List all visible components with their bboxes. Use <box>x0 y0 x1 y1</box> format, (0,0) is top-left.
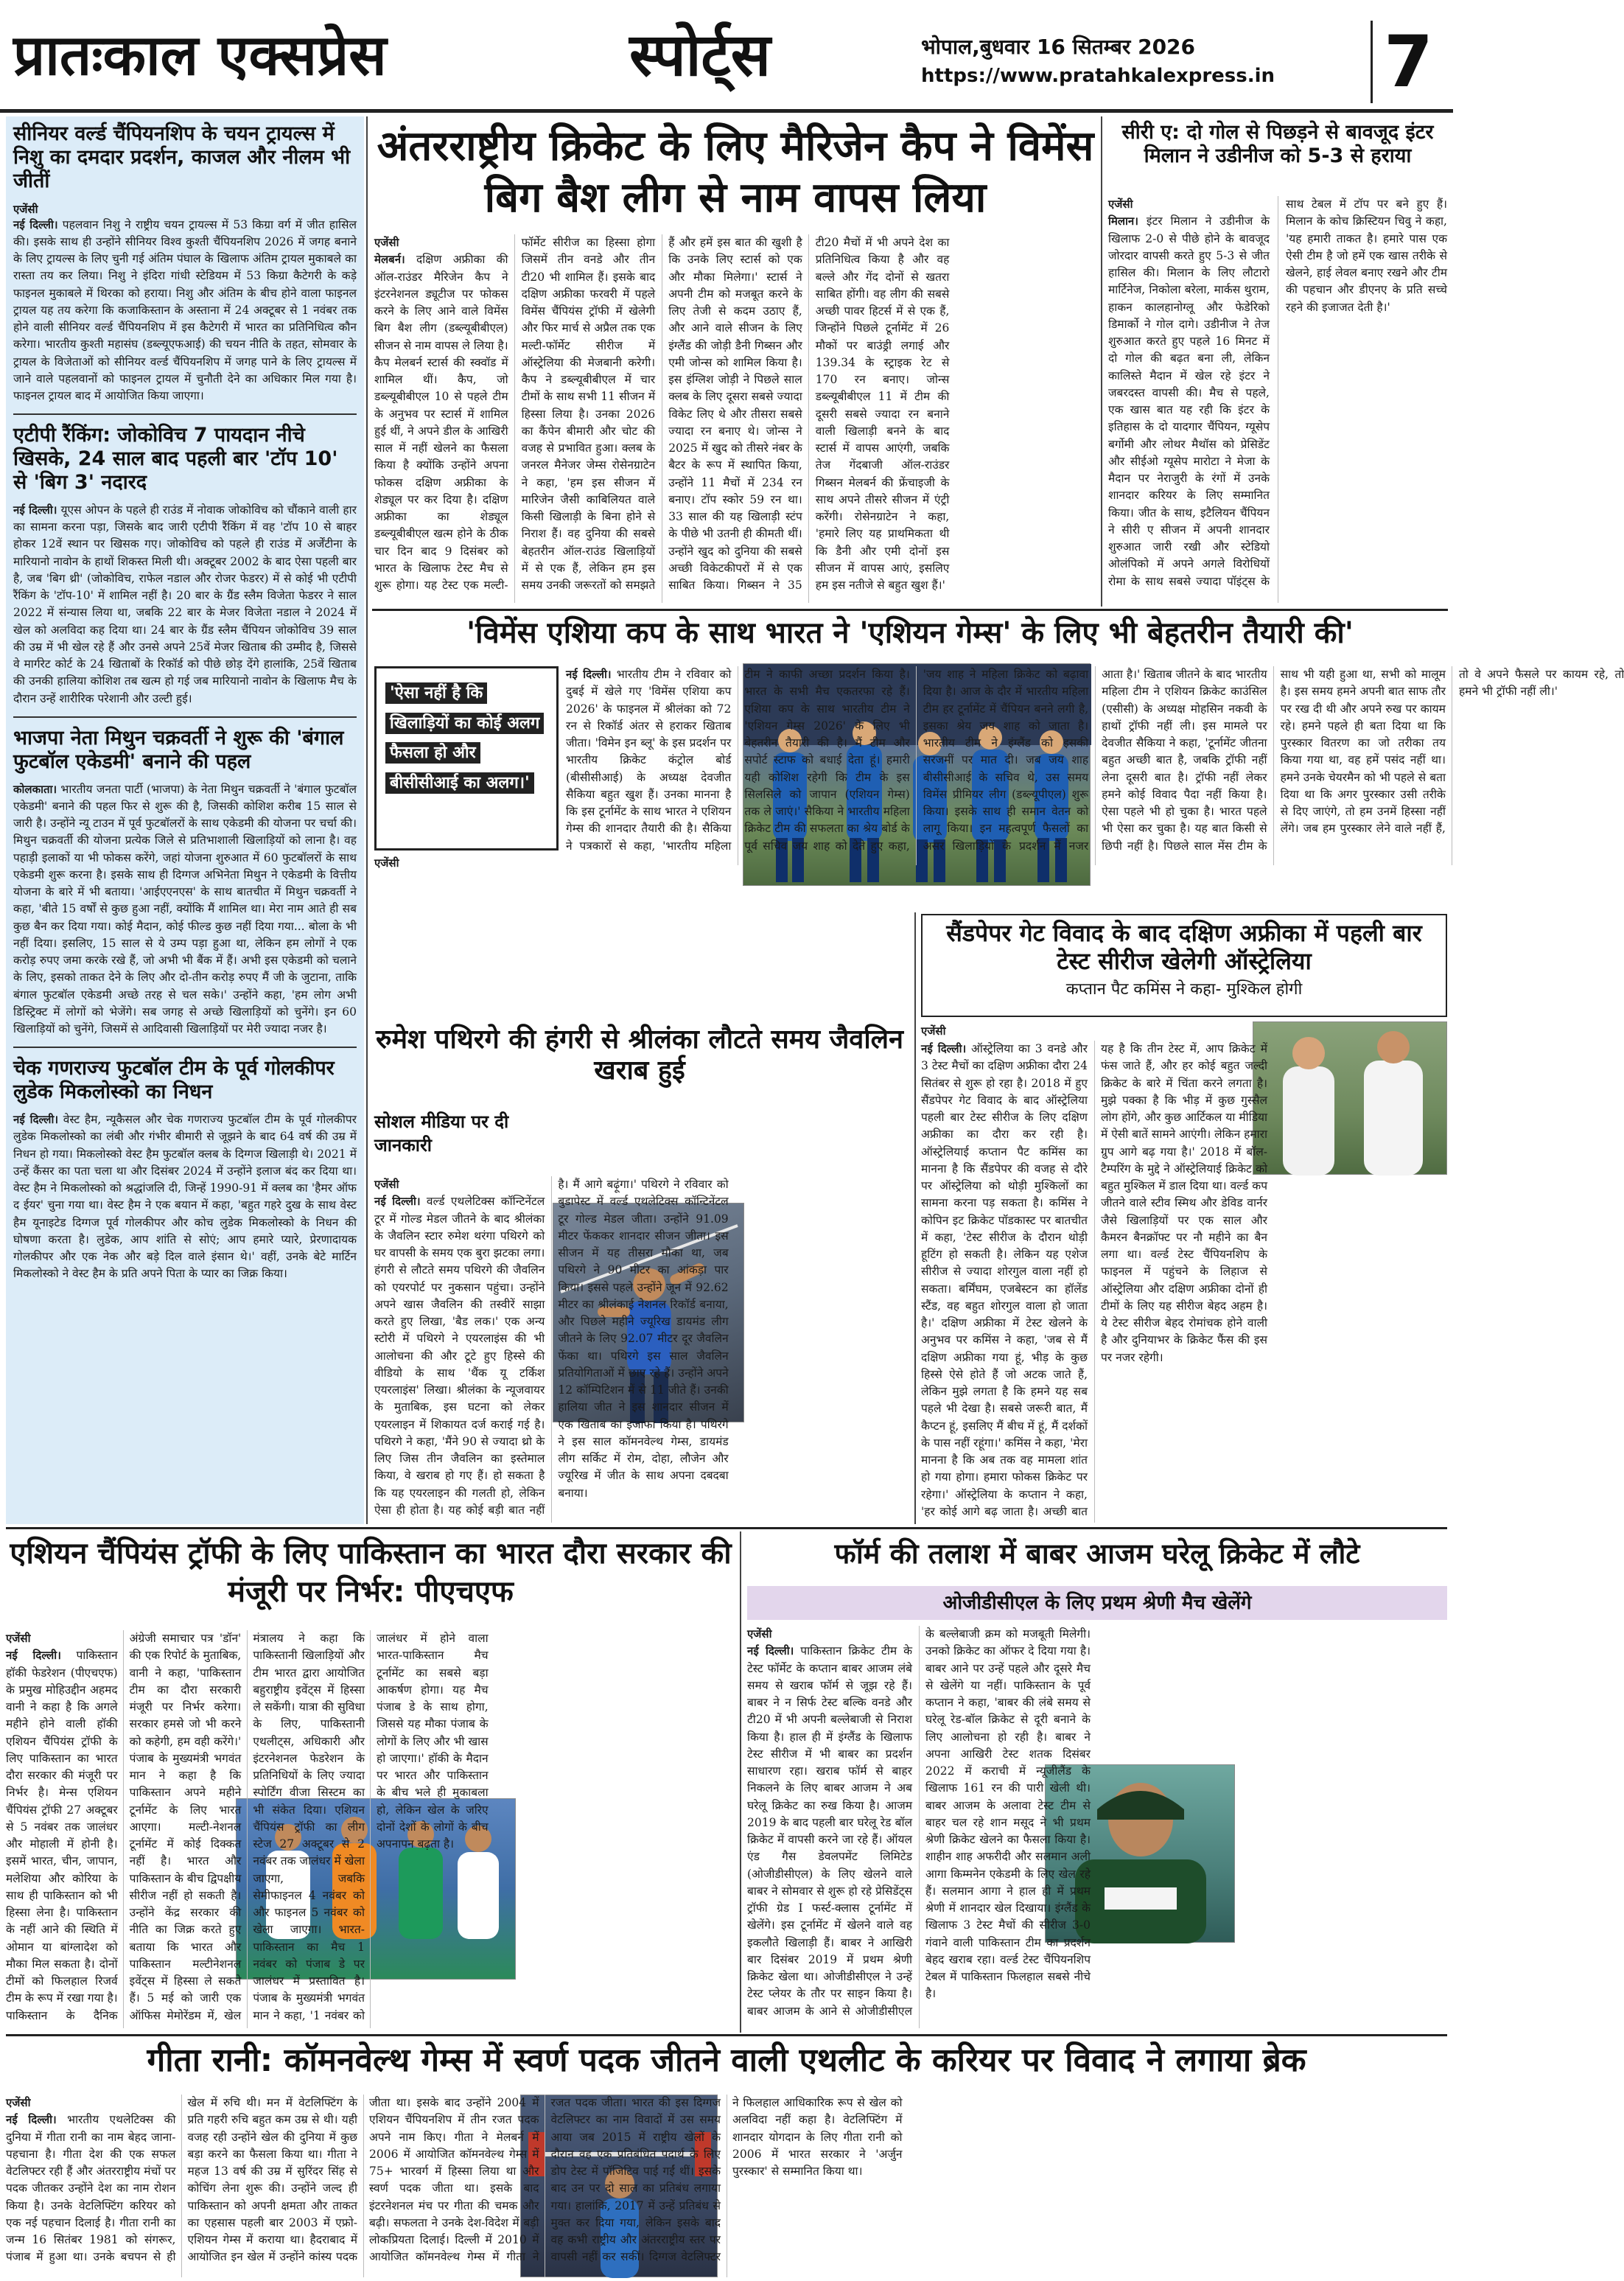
pak-body: एजेंसी नई दिल्ली। पाकिस्तान हॉकी फेडरेशन (पीएचएफ) के प्रमुख मोहिउद्दीन अहमद वानी ने कहा है कि अगले महीने होने वाली हॉकी एशियन चैंपियंस ट्रॉफी के लिए पाकिस्तान का भारत दौरा सरकार की मंजूरी पर निर्भर है। मेन्स एशियन चैंपियंस ट्रॉफी 27 अक्टूबर से 5 नवंबर तक जालंधर और मोहाली में होनी है। इसमें भारत, चीन, जापान, मलेशिया और कोरिया के साथ ही पाकिस्तान को भी हिस्सा लेना है। पाकिस्तान के नहीं आने की स्थिति में ओमान या बांग्लादेश को मौका मिल सकता है। दोनों टीमों को फिलहाल रिजर्व टीम के रूप में रखा गया है। पाकिस्तान के दैनिक अंग्रेजी समाचार पत्र 'डॉन' की एक रिपोर्ट के मुताबिक, वानी ने कहा, 'पाकिस्तान टीम का दौरा सरकारी मंजूरी पर निर्भर करेगा। सरकार हमसे जो भी करने को कहेगी, हम वही करेंगे।' पंजाब के मुख्यमंत्री भगवंत मान ने कहा है कि पाकिस्तान अपने महीने टूर्नामेंट के लिए भारत आएगा। मल्टी-नेशनल टूर्नामेंट में कोई दिक्कत नहीं है। भारत और पाकिस्तान के बीच द्विपक्षीय सीरीज नहीं हो सकती है। उन्होंने केंद्र सरकार की नीति का जिक्र करते हुए बताया कि भारत और पाकिस्तान मल्टीनेशनल इवेंट्स में हिस्सा ले सकते हैं। 5 मई को जारी एक ऑफिस मेमोरेंडम में, खेल मंत्रालय ने कहा कि पाकिस्तानी खिलाड़ियों और टीम भारत द्वारा आयोजित बहुराष्ट्रीय इवेंट्स में हिस्सा ले सकेंगी। यात्रा की सुविधा के लिए, पाकिस्तानी एथलीट्स, अधिकारी और इंटरनेशनल फेडरेशन के प्रतिनिधियों के लिए ज्यादा स्पोर्टिंग वीजा सिस्टम का भी संकेत दिया। एशियन चैंपियंस ट्रॉफी का लीग स्टेज 27 अक्टूबर से 2 नवंबर तक जालंधर में खेला जाएगा, जबकि सेमीफाइनल 4 नवंबर को और फाइनल 5 नवंबर को खेला जाएगा। भारत-पाकिस्तान का मैच 1 नवंबर को पंजाब डे पर जालंधर में प्रस्तावित है। पंजाब के मुख्यमंत्री भगवंत मान ने कहा, '1 नवंबर को जालंधर में होने वाला भारत-पाकिस्तान मैच टूर्नामेंट का सबसे बड़ा आकर्षण होगा। यह मैच पंजाब डे के साथ होगा, जिससे यह मौका पंजाब के लोगों के लिए और भी खास हो जाएगा।' हॉकी के मैदान पर भारत और पाकिस्तान के बीच भले ही मुकाबला हो, लेकिन खेल के जरिए दोनों देशों के लोगों के बीच अपनापन बढ़ता है। <box>6 1632 489 2022</box>
babar-subhead: ओजीडीसीएल के लिए प्रथम श्रेणी मैच खेलेंगे <box>942 1592 1252 1614</box>
sandpaper-body-top: एजेंसी <box>921 1024 946 1038</box>
lead-story <box>374 234 1096 603</box>
asia-quote: 'ऐसा नहीं है कि खिलाड़ियों का कोई अलग फैसला हो और बीसीसीआई का अलग।' <box>385 679 547 799</box>
column-rule <box>914 912 916 1524</box>
column-rule <box>1101 116 1102 607</box>
story-mithun-headline: भाजपा नेता मिथुन चक्रवर्ती ने शुरू की 'बंगाल फुटबॉल एकेडमी' बनाने की पहल <box>13 726 344 773</box>
lead-headline: अंतरराष्ट्रीय क्रिकेट के लिए मैरिजेन कैप ने विमेंस बिग बैश लीग से नाम वापस लिया <box>377 122 1094 222</box>
story-nishu-body: नई दिल्ली। पहलवान निशु ने राष्ट्रीय चयन ट्रायल्स में 53 किग्रा वर्ग में जीत हासिल की। इसके साथ ही उन्होंने सीनियर विश्व कुश्ती चैंपियनशिप 2026 में जगह बनाने के लिए ट्रायल्स के लिए चुनी गई अंतिम पंघाल के खिलाफ अंतिम ट्रायल मुकाबले का रास्ता तय कर लिया। निशु ने इंदिरा गांधी स्टेडियम में 53 किग्रा कैटेगरी के कड़े फाइनल मुकाबले में थिरका को हराया। निशु और अंतिम के बीच होने वाला फाइनल ट्रायल यह तय करेगा कि कजाकिस्तान के अस्ताना में 24 अक्टूबर से 1 नवंबर तक होने वाली सीनियर वर्ल्ड चैंपियनशिप में इस कैटेगरी में भारत का प्रतिनिधित्व कौन करेगा। भारतीय कुश्ती महासंघ (डब्ल्यूएफआई) की चयन नीति के तहत, सोमवार के ट्रायल के विजेताओं को सीनियर वर्ल्ड चैंपियनशिप में जगह पाने के लिए ट्रायल्स में जाने वाले पहलवानों को फाइनल ट्रायल में चुनौती देने का अधिकार मिल गया है। फाइनल ट्रायल बाद में आयोजित किया जाएगा। <box>13 217 357 403</box>
column-rule <box>740 1531 741 2033</box>
rumesh-body: एजेंसी नई दिल्ली। वर्ल्ड एथलेटिक्स कॉन्टिनेंटल टूर में गोल्ड मेडल जीतने के बाद श्रीलंका के जैवलिन स्टार रुमेश थरंगा पथिरगे को घर वापसी के समय एक बुरा झटका लगा। हंगरी से लौटते समय पथिरगे की जैवलिन को एयरपोर्ट पर नुकसान पहुंचा। उन्होंने अपने खास जैवलिन की तस्वीरें साझा करते हुए लिखा, 'बैड लक।' एक अन्य स्टोरी में पथिरगे ने एयरलाइंस की भी आलोचना की और टूटे हुए हिस्से की वीडियो के साथ 'थैंक यू टर्किश एयरलाइंस' लिखा। श्रीलंका के न्यूजवायर के मुताबिक, इस घटना को लेकर एयरलाइन में शिकायत दर्ज कराई गई है। पथिरगे ने कहा, 'मैंने 90 से ज्यादा थ्रो के लिए जिस तीन जैवलिन का इस्तेमाल किया, वे खराब हो गए हैं। हो सकता है कि यह एयरलाइन की गलती हो, लेकिन ऐसा ही होता है। यह कोई बड़ी बात नहीं है। मैं आगे बढ़ूंगा।' पथिरगे ने रविवार को बुडापेस्ट में वर्ल्ड एथलेटिक्स कॉन्टिनेंटल टूर गोल्ड मेडल जीता। उन्होंने 91.09 मीटर फेंककर शानदार सीजन जीता। इस सीजन में यह तीसरा मौका था, जब पथिरगे ने 90 मीटर का आंकड़ा पार किया। इससे पहले उन्होंने जून में 92.62 मीटर का श्रीलंकाई नेशनल रिकॉर्ड बनाया, और पिछले महीने ज्यूरिख डायमंड लीग जीतने के लिए 92.07 मीटर दूर जैवलिन फेंका था। पथिरगे इस साल जैवलिन प्रतियोगिताओं में छाए रहे हैं। उन्होंने अपने 12 कॉम्पिटिशन में से 11 जीते हैं। उनकी हालिया जीत ने इस शानदार सीजन में एक खिताब का इजाफा किया है। पथिरगे ने इस साल कॉमनवेल्थ गेम्स, डायमंड लीग सर्किट में रोम, दोहा, लौजेन और ज्यूरिख में जीत के साथ अपना दबदबा बनाया। <box>374 1178 729 1517</box>
story-mithun-body: कोलकाता। भारतीय जनता पार्टी (भाजपा) के नेता मिथुन चक्रवर्ती ने 'बंगाल फुटबॉल एकेडमी' बनाने की पहल फिर से शुरू की है, जिसकी कोशिश करीब 15 साल से जारी है। उन्होंने न्यू टाउन में पूर्व फुटबॉलरों के साथ एकेडमी की योजना पर चर्चा की। मिथुन चक्रवर्ती की योजना प्रत्येक जिले से प्रतिभाशाली खिलाड़ियों को लाना है। वह पहाड़ी इलाकों या भी फोकस करेंगे, जहां योजना शुरुआत में 60 फुटबॉलरों के साथ एकेडमी शुरू करना है। इसके साथ ही दिग्गज अभिनेता मिथुन ने एकेडमी के वित्तीय योजना के बारे में भी बताया। 'आईएएनएस' के साथ बातचीत में मिथुन चक्रवर्ती ने कहा, 'बीते 15 वर्षों से कुछ हुआ नहीं, क्योंकि मैं शामिल था। मेरा नाम आते ही सब कुछ बैन कर दिया गया। कोई मैदान, कोई फील्ड कुछ नहीं दिया गया... बोला के भी नहीं दिया। इसलिए, 15 साल से ये उम्प पड़ा हुआ था, लेकिन हम लोगों ने एक करोड़ रुपए जमा करके रखे हैं, जो अभी भी बैंक में हैं। अभी इस एकेडमी को चलाने के लिए, इसको ताकत देने के लिए और दो-तीन करोड़ रुपए मैं जी के जुटाना, ताकि बंगाल फुटबॉल एकेडमी अच्छे तरह से चल सके।' उन्होंने कहा, 'हम लोग अभी डिस्ट्रिक्ट में लोगों को भेजेंगे। सब जगह से अच्छे खिलाड़ियों को चुनेंगे। इन 60 खिलाड़ियों को चुनेंगे, जिसमें से आदिवासी खिलाड़ियों पर मेरी ज्यादा नजर है। <box>13 782 357 1036</box>
babar-headline: फॉर्म की तलाश में बाबर आजम घरेलू क्रिकेट में लौटे <box>834 1537 1360 1570</box>
page-number-box <box>1371 21 1444 103</box>
rumesh-story <box>374 1176 912 1523</box>
section-rule <box>6 1527 1447 1529</box>
masthead-rule <box>0 109 1453 113</box>
section-rule <box>372 609 1448 611</box>
asia-story <box>566 666 1624 865</box>
divider <box>13 1047 357 1048</box>
masthead <box>0 0 1453 111</box>
geeta-story <box>6 2095 1447 2277</box>
seriea-headline: सीरी ए: दो गोल से पिछड़ने से बावजूद इंटर मिलान ने उडीनीज को 5-3 से हराया <box>1121 121 1434 167</box>
babar-subhead-band <box>747 1586 1447 1620</box>
column-rule <box>366 116 368 1524</box>
story-nishu-headline: सीनियर वर्ल्ड चैंपियनशिप के चयन ट्रायल्स में निशु का दमदार प्रदर्शन, काजल और नीलम भी जीतीं <box>13 122 351 192</box>
story-atp-body: नई दिल्ली। यूएस ओपन के पहले ही राउंड में नोवाक जोकोविच को चौंकाने वाली हार का सामना करना पड़ा, जिसके बाद जारी एटीपी रैंकिंग में वह 'टॉप 10 से बाहर होकर 12वें स्थान पर खिसक गए। जोकोविच को पहले ही राउंड में अर्जेंटीना के मारियानो नावोन के हाथों शिकस्त मिली थी। अक्टूबर 2002 के बाद ऐसा पहली बार है, जब 'बिग थ्री' (जोकोविच, राफेल नडाल और रोजर फेडरर) में से कोई भी एटीपी रैंकिंग के 'टॉप-10' में शामिल नहीं है। 20 बार के ग्रैंड स्लैम विजेता फेडरर ने साल 2022 में संन्यास लिया था, जबकि 22 बार के मेजर विजेता नडाल ने 2024 में खेल को अलविदा कह दिया था। 24 बार के ग्रैंड स्लैम चैंपियन जोकोविच 39 साल की उम्र में भी खेल रहे हैं और उनसे अपने 25वें मेजर खिताब की उम्मीद है, जिससे वे मार्गरेट कोर्ट के 24 खिताबों के रिकॉर्ड को पीछे छोड़ देंगे हालांकि, 25वें खिताब की उनकी हालिया कोशिश तब खत्म हो गई जब मारियानो नावोन के खिलाफ मैच के दौरान उन्हें शारीरिक परेशानी और उल्टी हुई। <box>13 503 357 705</box>
sandpaper-headline: सैंडपेपर गेट विवाद के बाद दक्षिण अफ्रीका में पहली बार टेस्ट सीरीज खेलेगी ऑस्ट्रेलिया <box>946 919 1422 975</box>
babar-story <box>747 1626 1447 2028</box>
seriea-story <box>1108 196 1447 603</box>
story-nishu-agency: एजेंसी <box>13 202 38 216</box>
paper-title: प्रातःकाल एक्सप्रेस <box>13 22 387 88</box>
issue-date: भोपाल,बुधवार 16 सितम्बर 2026 <box>921 35 1196 59</box>
asia-body-lead: एजेंसी <box>374 856 399 870</box>
sandpaper-header <box>921 914 1447 1017</box>
asia-headline: 'विमेंस एशिया कप के साथ भारत ने 'एशियन गेम्स' के लिए भी बेहतरीन तैयारी की' <box>466 616 1354 650</box>
geeta-headline: गीता रानी: कॉमनवेल्थ गेम्स में स्वर्ण पदक जीतने वाली एथलीट के करियर पर विवाद ने लगाया ब्रेक <box>147 2041 1306 2079</box>
sandpaper-story-main <box>921 1041 1447 1523</box>
divider <box>13 413 357 415</box>
section-title: स्पोर्ट्स <box>629 21 771 89</box>
section-rule <box>6 2034 1447 2036</box>
seriea-body: एजेंसी मिलान। इंटर मिलान ने उडीनीज के खिलाफ 2-0 से पीछे होने के बावजूद जोरदार वापसी करते हुए 5-3 से जीत हासिल की। मिलान के लिए लौटारो मार्टिनेज, निकोला बरेला, मार्कस थुराम, हाकन कालहानोग्लू और फेडेरिको डिमार्को ने गोल दागे। उडीनीज ने तेज शुरुआत करते हुए पहले 16 मिनट में दो गोल की बढ़त बना ली, लेकिन कालिस्ते मैदान में खेल रहे इंटर ने जबरदस्त वापसी की। मैच से पहले, एक खास बात यह रही कि इंटर के इतिहास के दो यादगार चैंपियन, ग्यूसेप बर्गोमी और लोथर मैथॉस को प्रेसिडेंट और सीईओ ग्यूसेप मारोटा ने मेजा के मैदान पर नेराजुरी के रंगों में उनके शानदार करियर के लिए सम्मानित किया। जीत के साथ, इटैलियन चैंपियन ने सीरी ए सीजन में अपनी शानदार शुरुआत जारी रखी और स्टेडियो ओलंपिको में अपने अगले विरोधियों रोमा के साथ सबसे ज्यादा पॉइंट्स के साथ टेबल में टॉप पर बने हुए हैं। मिलान के कोच क्रिस्टियन चिवु ने कहा, 'यह हमारी ताकत है। हमारे पास एक ऐसी टीम है जो हमें एक खास तरीके से खेलने, हाई लेवल बनाए रखने और टीम की पहचान और डीएनए के प्रति सच्चे रहने की इजाजत देती है।' <box>1108 198 1447 588</box>
story-nishu-place: नई दिल्ली। <box>13 217 58 231</box>
story-miklosko-body: नई दिल्ली। वेस्ट हैम, न्यूकैसल और चेक गणराज्य फुटबॉल टीम के पूर्व गोलकीपर लुडेक मिकलोस्को का लंबी और गंभीर बीमारी से जूझने के बाद 64 वर्ष की उम्र में निधन हो गया। मिकलोस्को वेस्ट हैम फुटबॉल क्लब के दिग्गज खिलाड़ी थे। 2021 में उन्हें कैंसर का पता चला था और दिसंबर 2024 में उन्होंने इलाज बंद कर दिया था। वेस्ट हैम ने मिकलोस्को को श्रद्धांजलि दी, जिन्हें 1990-91 में क्लब का 'हैमर ऑफ द ईयर' चुना गया था। वेस्ट हैम ने एक बयान में कहा, 'बहुत गहरे दुख के साथ वेस्ट हैम यूनाइटेड दिग्गज पूर्व गोलकीपर और कोच लुडेक मिकलोस्को के निधन की घोषणा करता है। लुडेक, आप शांति से सोएं; आप हमारे प्यारे, प्रेरणादायक गोलकीपर और एक नेक और बड़े दिल वाले इंसान थे।' वहीं, उनके बेटे मार्टिन मिकलोस्को ने वेस्ट हैम के प्रति अपने पिता के प्यार का जिक्र किया। <box>13 1113 357 1281</box>
left-column <box>6 116 364 1524</box>
rumesh-subhead: सोशल मीडिया पर दी जानकारी <box>374 1111 509 1156</box>
pak-headline: एशियन चैंपियंस ट्रॉफी के लिए पाकिस्तान का भारत दौरा सरकार की मंजूरी पर निर्भर: पीएचएफ <box>10 1537 732 1609</box>
sandpaper-subhead: कप्तान पैट कमिंस ने कहा- मुश्किल होगी <box>1065 979 1303 999</box>
asia-body: नई दिल्ली। भारतीय टीम ने रविवार को दुबई में खेले गए 'विमेंस एशिया कप 2026' के फाइनल में श्रीलंका को 72 रन से रिकॉर्ड अंतर से हराकर खिताब जीता। 'विमेन इन ब्लू' के इस प्रदर्शन पर भारतीय क्रिकेट कंट्रोल बोर्ड (बीसीसीआई) के अध्यक्ष देवजीत सैकिया बहुत खुश हैं। उनका मानना है कि इस टूर्नामेंट के साथ भारत ने एशियन गेम्स की शानदार तैयारी की है। सैकिया ने पत्रकारों से कहा, 'भारतीय महिला टीम ने काफी अच्छा प्रदर्शन किया है। भारत के सभी मैच एकतरफा रहे हैं। एशिया कप के साथ भारतीय टीम ने 'एशियन गेम्स 2026' के लिए भी बेहतरीन तैयारी की है। मैं टीम और सपोर्ट स्टाफ को बधाई देता हूं। हमारी यही कोशिश रहेगी कि टीम के इस सिलसिले को जापान (एशियन गेम्स) तक ले जाएं।' सैकिया ने भारतीय महिला क्रिकेट टीम की सफलता का श्रेय बोर्ड के पूर्व सचिव जय शाह को देते हुए कहा, 'जय शाह ने महिला क्रिकेट को बढ़ावा दिया है। आज के दौर में भारतीय महिला टीम हर टूर्नामेंट में चैंपियन बनने लगी है, इसका श्रेय जय शाह को जाता है। भारतीय टीम ने इंग्लैंड को इसकी सरजमीं पर मात दी। जब जय शाह बीसीसीआई के सचिव थे, उस समय विमेंस प्रीमियर लीग (डब्ल्यूपीएल) शुरू किया। इसके साथ ही समान वेतन को लागू किया। इन महत्वपूर्ण फैसलों का असर खिलाड़ियों के प्रदर्शन में नजर आता है।' खिताब जीतने के बाद भारतीय महिला टीम ने एशियन क्रिकेट काउंसिल (एसीसी) के अध्यक्ष मोहसिन नकवी के हाथों ट्रॉफी नहीं ली। इस मामले पर देवजीत सैकिया ने कहा, 'टूर्नामेंट जीतना बहुत अच्छी बात है, जबकि ट्रॉफी नहीं लेना दूसरी बात है। ट्रॉफी नहीं लेकर हमने कोई विवाद पैदा नहीं किया है। ऐसा पहले भी हो चुका है। भारत पहले भी ऐसा कर चुका है। यह बात किसी से छिपी नहीं है। पिछले साल मेंस टीम के साथ भी यही हुआ था, सभी को मालूम है। इस समय हमने अपनी बात साफ तौर पर रख दी थी और अपने रुख पर कायम रहे। हमने पहले ही बता दिया था कि पुरस्कार वितरण का जो तरीका तय किया गया था, वह हमें पसंद नहीं था। हमने उनके चेयरमैन को भी पहले से बता दिया था कि अगर पुरस्कार उसी तरीके से दिए जाएंगे, तो हम उनमें हिस्सा नहीं लेंगे। जब हम पुरस्कार लेने वाले नहीं हैं, तो वे अपने फैसले पर कायम रहे, तो हमने भी ट्रॉफी नहीं ली।' <box>566 668 1624 853</box>
asia-story-left <box>374 855 559 1013</box>
page-number: 7 <box>1384 21 1433 103</box>
asia-quote-box <box>374 666 559 850</box>
story-miklosko-headline: चेक गणराज्य फुटबॉल टीम के पूर्व गोलकीपर लुडेक मिकलोस्को का निधन <box>13 1057 335 1104</box>
babar-body: एजेंसी नई दिल्ली। पाकिस्तान क्रिकेट टीम के टेस्ट फॉर्मेट के कप्तान बाबर आजम लंबे समय से खराब फॉर्म से जूझ रहे हैं। बाबर ने न सिर्फ टेस्ट बल्कि वनडे और टी20 में भी अपनी बल्लेबाजी से निराश किया है। हाल ही में इंग्लैंड के खिलाफ टेस्ट सीरीज में भी बाबर का प्रदर्शन साधारण रहा। खराब फॉर्म से बाहर निकलने के लिए बाबर आजम ने अब घरेलू क्रिकेट का रुख किया है। आजम 2019 के बाद पहली बार घरेलू रेड बॉल क्रिकेट में वापसी करने जा रहे हैं। ऑयल एंड गैस डेवलपमेंट लिमिटेड (ओजीडीसीएल) के लिए खेलने वाले बाबर ने सोमवार से शुरू हो रहे प्रेसिडेंट्स ट्रॉफी ग्रेड I फर्स्ट-क्लास टूर्नामेंट में खेलेंगे। इस टूर्नामेंट में खेलने वाले वह इकलौते खिलाड़ी हैं। बाबर ने आखिरी बार दिसंबर 2019 में प्रथम श्रेणी क्रिकेट खेला था। ओजीडीसीएल ने उन्हें टेस्ट प्लेयर के तौर पर साइन किया है। बाबर आजम के आने से ओजीडीसीएल के बल्लेबाजी क्रम को मजबूती मिलेगी। उनको क्रिकेट का ऑफर दे दिया गया है। बाबर आने पर उन्हें पहले और दूसरे मैच से खेलेंगे या नहीं। पाकिस्तान के पूर्व कप्तान ने कहा, 'बाबर की लंबे समय से घरेलू रेड-बॉल क्रिकेट से दूरी बनाने के लिए आलोचना हो रही है। बाबर ने अपना आखिरी टेस्ट शतक दिसंबर 2022 में कराची में न्यूजीलैंड के खिलाफ 161 रन की पारी खेली थी। बाबर आजम के अलावा टेस्ट टीम से बाहर चल रहे शान मसूद ने भी प्रथम श्रेणी क्रिकेट खेलने का फैसला किया है। शाहीन शाह अफरीदी और सलमान अली आगा किम्मनेन एकेडमी के लिए खेल रहे हैं। सलमान आगा ने हाल ही में प्रथम श्रेणी में शानदार खेल दिखाया। इंग्लैंड के खिलाफ 3 टेस्ट मैचों की सीरीज 3-0 गंवाने वाली पाकिस्तान टीम का प्रदर्शन बेहद खराब रहा। वर्ल्ड टेस्ट चैंपियनशिप टेबल में पाकिस्तान फिलहाल सबसे नीचे है। <box>747 1627 1091 2018</box>
pak-story <box>6 1630 735 2028</box>
geeta-body: एजेंसी नई दिल्ली। भारतीय एथलेटिक्स की दुनिया में गीता रानी का नाम बेहद जाना-पहचाना है। गीता देश की एक सफल वेटलिफ्टर रही हैं और अंतरराष्ट्रीय मंचों पर पदक जीतकर उन्होंने देश का नाम रोशन किया है। उनके वेटलिफ्टिंग करियर को एक नई पहचान दिलाई है। गीता रानी का जन्म 16 सितंबर 1981 को संगरूर, पंजाब में हुआ था। उनके बचपन से ही खेल में रुचि थी। मन में वेटलिफ्टिंग के प्रति गहरी रुचि बहुत कम उम्र से थी। यही वजह रही उन्होंने खेल की दुनिया में कुछ बड़ा करने का फैसला किया था। गीता ने महज 13 वर्ष की उम्र में सुरिंदर सिंह से कोचिंग लेना शुरू की। उन्होंने जल्द ही पाकिस्तान को अपनी क्षमता और ताकत का एहसास पहली बार 2003 में एफ्रो-एशियन गेम्स में कराया था। हैदराबाद में आयोजित इन खेल में उन्होंने कांस्य पदक जीता था। इसके बाद उन्होंने 2004 में एशियन चैंपियनशिप में तीन रजत पदक अपने नाम किए। गीता ने मेलबर्न में 2006 में आयोजित कॉमनवेल्थ गेम्स में 75+ भारवर्ग में हिस्सा लिया था और स्वर्ण पदक जीता था। इसके बाद इंटरनेशनल मंच पर गीता की चमक और बढ़ी। सफलता ने उनके देश-विदेश में बड़ी लोकप्रियता दिलाई। दिल्ली में 2010 में आयोजित कॉमनवेल्थ गेम्स में गीता ने रजत पदक जीता। भारत की इस दिग्गज वेटलिफ्टर का नाम विवादों में उस समय आया जब 2015 में राष्ट्रीय खेलों के दौरान वह एक प्रतिबंधित पदार्थ के लिए डोप टेस्ट में पॉजिटिव पाई गईं थीं। इसके बाद उन पर दो साल का प्रतिबंध लगाया गया। हालांकि, 2017 में उन्हें प्रतिबंध से मुक्त कर दिया गया, लेकिन इसके बाद वह कभी राष्ट्रीय और अंतरराष्ट्रीय स्तर पर वापसी नहीं कर सकीं। दिग्गज वेटलिफ्टर ने फिलहाल आधिकारिक रूप से खेल को अलविदा नहीं कहा है। वेटलिफ्टिंग में शानदार योगदान के लिए गीता रानी को 2006 में भारत सरकार ने 'अर्जुन पुरस्कार' से सम्मानित किया था। <box>6 2096 903 2264</box>
rumesh-headline: रुमेश पथिरगे की हंगरी से श्रीलंका लौटते समय जैवलिन खराब हुई <box>375 1024 904 1086</box>
website-link[interactable]: https://www.pratahkalexpress.in <box>921 65 1275 87</box>
sandpaper-body: नई दिल्ली। ऑस्ट्रेलिया का 3 वनडे और 3 टेस्ट मैचों का दक्षिण अफ्रीका दौरा 24 सितंबर से शुरू हो रहा है। 2018 में हुए सैंडपेपर गेट विवाद के बाद ऑस्ट्रेलिया पहली बार टेस्ट सीरीज के लिए दक्षिण अफ्रीका का दौरा कर रही है। ऑस्ट्रेलियाई कप्तान पैट कमिंस का मानना है कि सैंडपेपर की वजह से दौरे पर ऑस्ट्रेलिया को थोड़ी मुश्किलों का सामना करना पड़ सकता है। कमिंस ने कोपिन इट क्रिकेट पॉडकास्ट पर बातचीत में कहा, 'टेस्ट सीरीज के दौरान थोड़ी हूटिंग हो सकती है। लेकिन यह एशेज सीरीज से ज्यादा शोरगुल वाला नहीं हो सकता। बर्मिंघम, एजबेस्टन का हॉलेंड स्टैंड, वह बहुत शोरगुल वाला हो जाता है।' दक्षिण अफ्रीका में टेस्ट खेलने के अनुभव पर कमिंस ने कहा, 'जब से मैं दक्षिण अफ्रीका गया हूं, भीड़ के कुछ हिस्से ऐसे होते हैं जो अटक जाते हैं, लेकिन मुझे लगता है कि हमने यह सब पहले भी देखा है। सबसे जरूरी बात, मैं कैप्टन हूं, इसलिए मैं बीच में हूं, मैं दर्शकों के पास नहीं रहूंगा।' कमिंस ने कहा, 'मेरा मानना है कि अब तक वह मामला शांत हो गया होगा। हमारा फोकस क्रिकेट पर रहेगा।' ऑस्ट्रेलिया के कप्तान ने कहा, 'हर कोई आगे बढ़ जाता है। अच्छी बात यह है कि तीन टेस्ट में, आप क्रिकेट में फंस जाते हैं, और हर कोई बहुत जल्दी क्रिकेट के बारे में चिंता करने लगता है। मुझे पक्का है कि भीड़ में कुछ गुस्सैल लोग होंगे, और कुछ आर्टिकल या मीडिया में ऐसी बातें सामने आएंगी। लेकिन हमारा ग्रुप आगे बढ़ गया है।' 2018 में बॉल-टैम्परिंग के मुद्दे ने ऑस्ट्रेलियाई क्रिकेट को बहुत मुश्किल में डाल दिया था। वर्ल्ड कप जीतने वाले स्टीव स्मिथ और डेविड वार्नर जैसे खिलाड़ियों पर एक साल और कैमरन बैनक्रॉफ्ट पर नौ महीने का बैन लगा था। वर्ल्ड टेस्ट चैंपियनशिप के फाइनल में पहुंचने के लिहाज से ऑस्ट्रेलिया और दक्षिण अफ्रीका दोनों ही टीमों के लिए यह सीरीज बेहद अहम है। ये टेस्ट सीरीज बेहद रोमांचक होने वाली है और दुनियाभर के क्रिकेट फैंस की इस पर नजर रहेगी। <box>921 1042 1267 1518</box>
story-atp-headline: एटीपी रैंकिंग: जोकोविच 7 पायदान नीचे खिसके, 24 साल बाद पहली बार 'टॉप 10' से 'बिग 3' नदारद <box>13 424 338 495</box>
divider <box>13 716 357 718</box>
lead-body: एजेंसी मेलबर्न। दक्षिण अफ्रीका की ऑल-राउंडर मैरिजेन कैप ने इंटरनेशनल ड्यूटीज पर फोकस करने के लिए आने वाले विमेंस बिग बैश लीग (डब्ल्यूबीबीएल) सीजन से नाम वापस ले लिया है। कैप मेलबर्न स्टार्स की स्क्वॉड में शामिल थीं। कैप, जो डब्ल्यूबीबीएल 10 से पहले टीम के अनुभव पर स्टार्स में शामिल हुई थीं, ने अपने डील के आखिरी साल में नहीं खेलने का फैसला किया है क्योंकि उन्होंने अपना फोकस दक्षिण अफ्रीका के शेड्यूल पर कर दिया है। दक्षिण अफ्रीका का शेड्यूल डब्ल्यूबीबीएल खत्म होने के ठीक चार दिन बाद 9 दिसंबर को भारत के खिलाफ टेस्ट मैच से शुरू होगा। यह टेस्ट एक मल्टी-फॉर्मेट सीरीज का हिस्सा होगा जिसमें तीन वनडे और तीन टी20 भी शामिल हैं। इसके बाद दक्षिण अफ्रीका फरवरी में पहले विमेंस चैंपियंस ट्रॉफी में खेलेगी और फिर मार्च से अप्रैल तक एक मल्टी-फॉर्मेट सीरीज में ऑस्ट्रेलिया की मेजबानी करेगी। कैप ने डब्ल्यूबीबीएल में चार टीमों के साथ सभी 11 सीजन में हिस्सा लिया है। उनका 2026 का कैंपेन बीमारी और चोट की वजह से प्रभावित हुआ। क्लब के जनरल मैनेजर जेम्स रोसेनग्राटेन ने कहा, 'हम इस सीजन में मारिजेन जैसी काबिलियत वाले किसी खिलाड़ी के बिना होने से निराश हैं। वह दुनिया की सबसे बेहतरीन ऑल-राउंड खिलाड़ियों में से एक हैं, लेकिन हम इस समय उनकी जरूरतों को समझते हैं और हमें इस बात की खुशी है कि उनके लिए स्टार्स को एक और मौका मिलेगा।' स्टार्स ने अपनी टीम को मजबूत करने के लिए तेजी से कदम उठाए हैं, और आने वाले सीजन के लिए इंग्लैंड की जोड़ी डैनी गिब्सन और एमी जोन्स को शामिल किया है। इस इंग्लिश जोड़ी ने पिछले साल क्लब के लिए दूसरा सबसे ज्यादा विकेट लिए थे और तीसरा सबसे ज्यादा रन बनाए थे। जोन्स ने 2025 में खुद को तीसरे नंबर के बैटर के रूप में स्थापित किया, उन्होंने 11 मैचों में 234 रन बनाए। टॉप स्कोर 59 रन था। 33 साल की यह खिलाड़ी स्टंप के पीछे भी उतनी ही कीमती थीं। उन्होंने खुद को दुनिया की सबसे अच्छी विकेटकीपरों में से एक साबित किया। गिब्सन ने 35 टी20 मैचों में भी अपने देश का प्रतिनिधित्व किया है और वह बल्ले और गेंद दोनों से खतरा साबित होंगी। वह लीग की सबसे अच्छी पावर हिटर्स में से एक हैं, जिन्होंने पिछले टूर्नामेंट में 26 मौकों पर बाउंड्री लगाई और 139.34 के स्ट्राइक रेट से 170 रन बनाए। जोन्स डब्ल्यूबीबीएल 11 में टीम की दूसरी सबसे ज्यादा रन बनाने वाली खिलाड़ी बनने के बाद स्टार्स में वापस आएंगी, जबकि तेज गेंदबाजी ऑल-राउंडर गिब्सन मेलबर्न की फ्रेंचाइजी के साथ अपने तीसरे सीजन में एंट्री करेंगी। रोसेनग्राटेन ने कहा, 'हमारे लिए यह प्राथमिकता थी कि डैनी और एमी दोनों इस सीजन में वापस आएं, इसलिए हम इस नतीजे से बहुत खुश हैं।' <box>374 236 950 592</box>
